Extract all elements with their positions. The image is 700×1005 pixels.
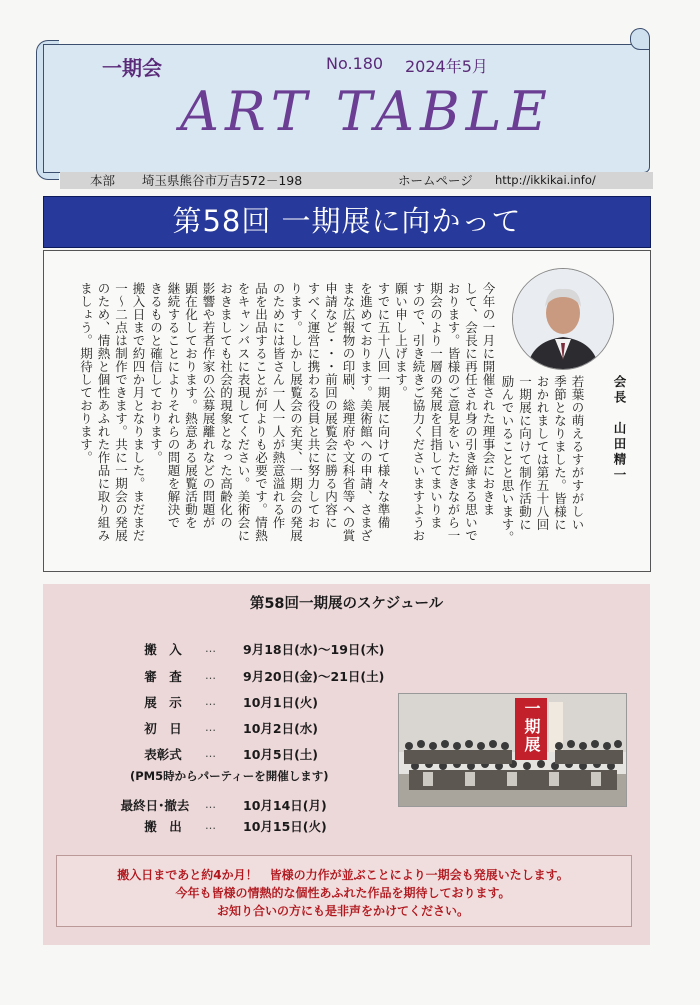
homepage-label: ホームページ — [398, 173, 473, 188]
schedule-label: 搬 入 — [144, 642, 182, 657]
notice-line: 今年も皆様の情熱的な個性あふれた作品を期待しております。 — [175, 886, 511, 900]
notice-line: お知り合いの方にも是非声をかけてください。 — [216, 904, 469, 918]
article-headline: 第58回 一期展に向かって — [43, 196, 651, 248]
schedule-label: 最終日･撤去 — [120, 798, 190, 813]
president-signature: 会長 山田精一 — [612, 375, 627, 484]
schedule-label: 初 日 — [144, 721, 182, 736]
schedule-label: 搬 出 — [144, 819, 182, 834]
notice-line: 搬入日まであと約4か月！ 皆様の力作が並ぶことにより一期会も発展いたします。 — [117, 868, 569, 882]
schedule-date: 10月15日(火) — [243, 819, 327, 834]
banner-scroll-curl-top — [630, 28, 650, 50]
schedule-dots: … — [205, 798, 216, 811]
schedule-dots: … — [205, 669, 216, 682]
schedule-label: 審 査 — [144, 669, 182, 684]
photo-exhibition-sign: 一期展 — [522, 700, 541, 754]
hq-label: 本部 — [90, 173, 116, 188]
address-bar — [60, 172, 653, 189]
issue-date: 2024年5月 — [405, 57, 488, 76]
schedule-label: 表彰式 — [144, 747, 182, 762]
org-name: 一期会 — [102, 56, 162, 80]
schedule-date: 10月1日(火) — [243, 695, 319, 710]
schedule-title: 第58回一期展のスケジュール — [249, 596, 444, 612]
hq-address: 埼玉県熊谷市万吉572－198 — [142, 173, 303, 188]
schedule-date: 10月5日(土) — [243, 747, 319, 762]
schedule-dots: … — [205, 819, 216, 832]
homepage-url[interactable]: http://ikkikai.info/ — [495, 173, 596, 187]
issue-number: No.180 — [326, 54, 384, 73]
schedule-date: 9月20日(金)～21日(土) — [243, 669, 385, 684]
party-note: (PM5時からパーティーを開催します) — [130, 769, 329, 783]
article-body: 今年の一月に開催された理事会におきま して、会長に再任され身の引き締まる思いで おります。皆様のご意見をいただきながら一 期会のより一層の発展を目指してまいりま すので、引き続きご協力くださいますようお 願い申し上げます。 すでに五十八回一期展に向けて様々な準備 を進めております。美術館への申請、さまざ まな広報物の印刷、総理府や文科省等への賞 申請など・・・前回の展覧会に勝る内容に すべく運営に携わる役員と共に努力してお ります。しかし展覧会の充実、一期会の発展 のためには皆さん一人一人が熱意溢れる作 品を出品することが何よりも必要です。情熱 をキャンバスに表現してください。美術会に おきましても社会的現象となった高齢化の 影響や若者作家の公募展離れなどの問題が 顕在化しております。熱意ある展覧活動を 継続することによりそれらの問題を解決で きるものと確信しております。 搬入日まで約四か月となりました。まだまだ 一～二点は制作できます。共に一期会の発展 のため、情熱と個性あふれた作品に取り組み ましょう。期待しております。 — [78, 282, 496, 542]
schedule-date: 9月18日(水)～19日(木) — [243, 642, 385, 657]
group-photo — [398, 693, 627, 807]
schedule-date: 10月14日(月) — [243, 798, 327, 813]
schedule-dots: … — [205, 721, 216, 734]
newsletter-title: ART TABLE — [180, 80, 553, 143]
president-portrait — [512, 268, 614, 370]
greeting-text: 若葉の萌えるすがすがしい 季節となりました。皆様に おかれましては第五十八回 一期展に向けて制作活動に 励んでいることと思います。 — [500, 375, 585, 544]
schedule-dots: … — [205, 695, 216, 708]
schedule-dots: … — [205, 642, 216, 655]
schedule-label: 展 示 — [144, 695, 182, 710]
schedule-date: 10月2日(水) — [243, 721, 319, 736]
schedule-dots: … — [205, 747, 216, 760]
